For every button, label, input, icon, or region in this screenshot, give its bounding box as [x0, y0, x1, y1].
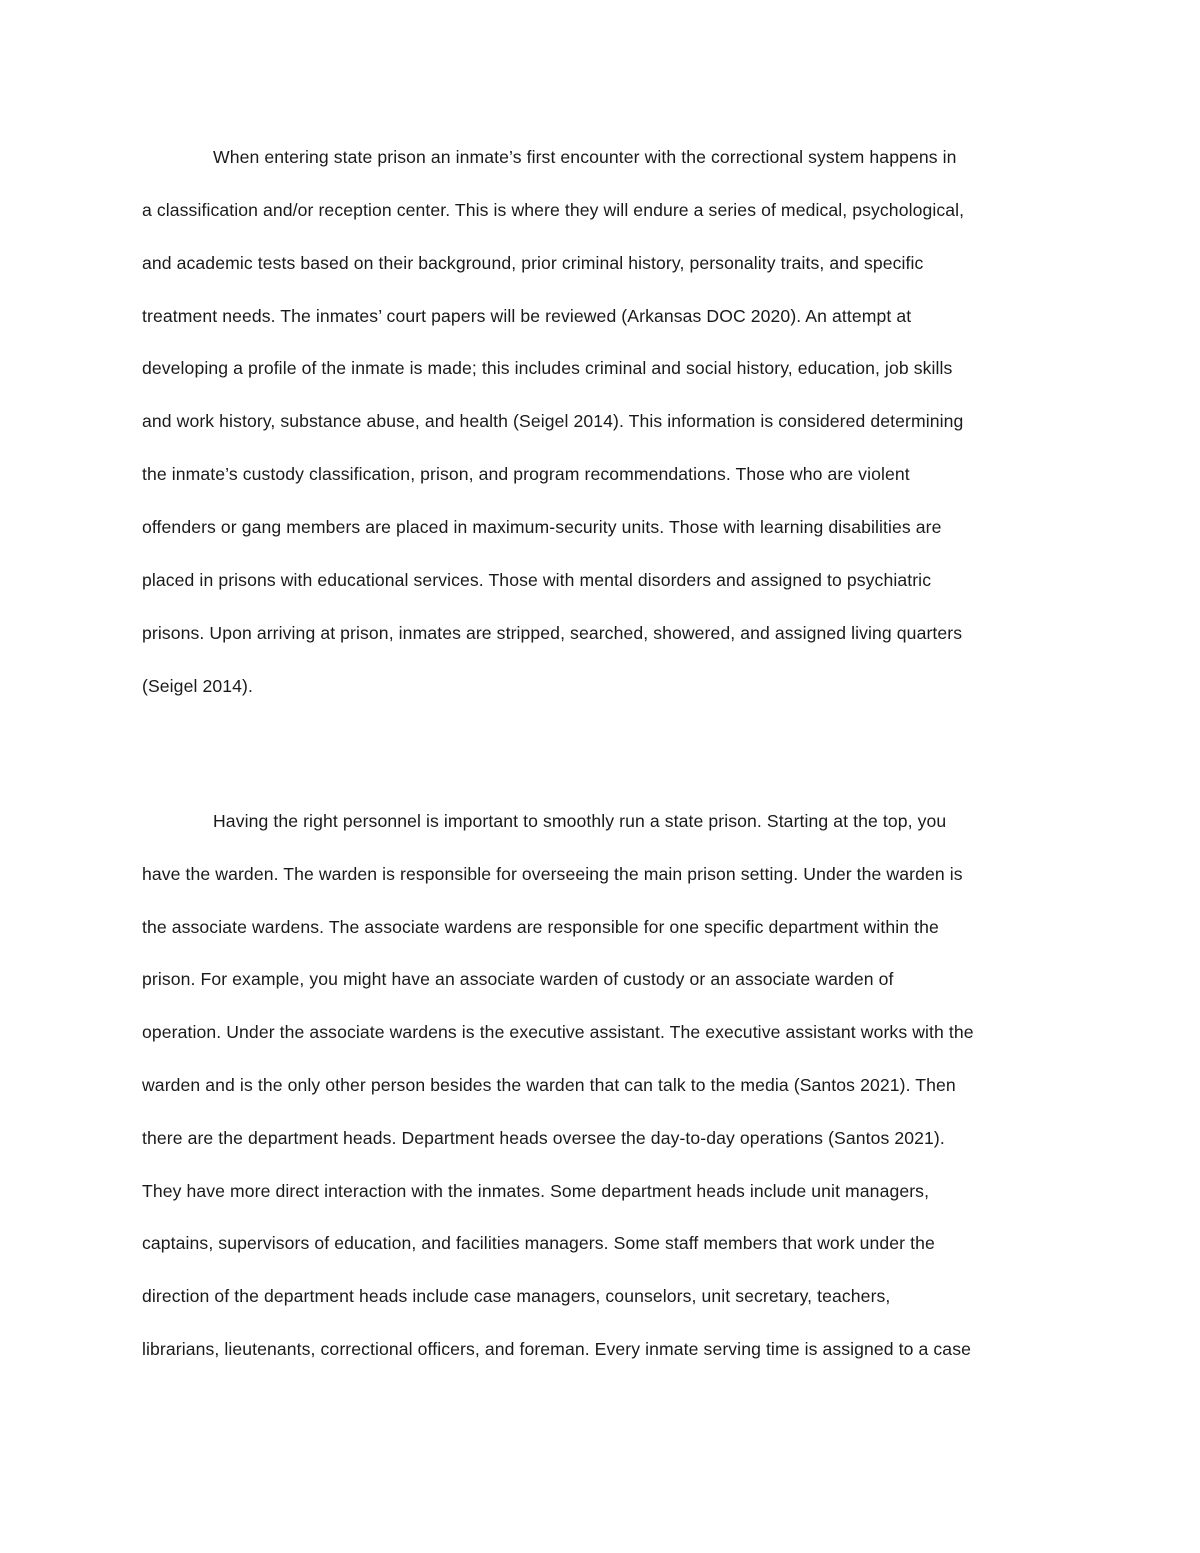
text-line: When entering state prison an inmate’s first encounter with the correctional system happens in: [213, 147, 957, 167]
text-line: the inmate’s custody classification, prison, and program recommendations. Those who are violent: [142, 464, 910, 484]
text-line: there are the department heads. Department heads oversee the day-to-day operations (Santos 2021).: [142, 1128, 945, 1148]
text-line: and academic tests based on their background, prior criminal history, personality traits, and specific: [142, 253, 924, 273]
text-line: They have more direct interaction with the inmates. Some department heads include unit managers,: [142, 1181, 930, 1201]
text-line: direction of the department heads include case managers, counselors, unit secretary, teachers,: [142, 1286, 891, 1306]
text-line: the associate wardens. The associate wardens are responsible for one specific department within the: [142, 917, 939, 937]
text-line: a classification and/or reception center. This is where they will endure a series of medical, psychological,: [142, 200, 965, 220]
text-line: and work history, substance abuse, and health (Seigel 2014). This information is considered determining: [142, 411, 964, 431]
text-line: operation. Under the associate wardens is the executive assistant. The executive assistant works with the: [142, 1022, 974, 1042]
text-line: have the warden. The warden is responsible for overseeing the main prison setting. Under the warden is: [142, 864, 963, 884]
text-line: librarians, lieutenants, correctional officers, and foreman. Every inmate serving time is assigned to a case: [142, 1339, 971, 1359]
text-line: prison. For example, you might have an associate warden of custody or an associate warden of: [142, 969, 894, 989]
text-line: (Seigel 2014).: [142, 676, 253, 696]
text-line: developing a profile of the inmate is made; this includes criminal and social history, education, job skills: [142, 358, 953, 378]
text-line: prisons. Upon arriving at prison, inmates are stripped, searched, showered, and assigned living quarters: [142, 623, 963, 643]
text-line: placed in prisons with educational services. Those with mental disorders and assigned to psychiatric: [142, 570, 932, 590]
text-line: Having the right personnel is important to smoothly run a state prison. Starting at the top, you: [213, 811, 947, 831]
text-line: treatment needs. The inmates’ court papers will be reviewed (Arkansas DOC 2020). An attempt at: [142, 306, 912, 326]
text-line: offenders or gang members are placed in maximum-security units. Those with learning disabilities are: [142, 517, 942, 537]
text-line: captains, supervisors of education, and facilities managers. Some staff members that work under the: [142, 1233, 935, 1253]
text-line: warden and is the only other person besides the warden that can talk to the media (Santos 2021). Then: [142, 1075, 956, 1095]
